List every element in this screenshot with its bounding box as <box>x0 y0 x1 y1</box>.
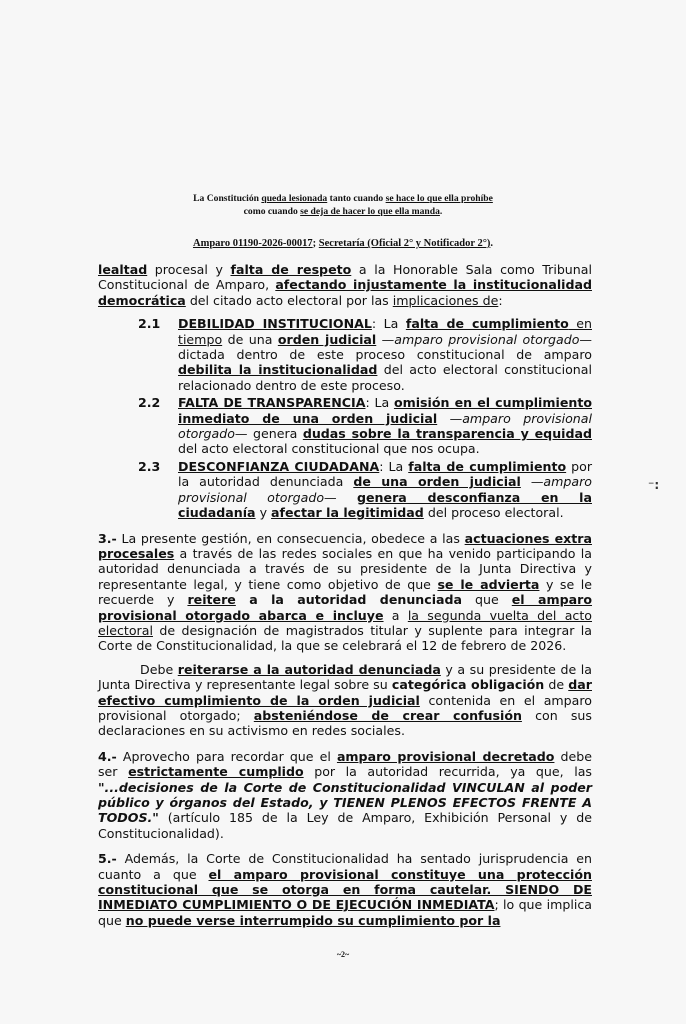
section-3-continuation: Debe reiterarse a la autoridad denunciada y a su presidente de la Junta Directiva y representante legal sobre su categórica obligación de dar efectivo cumplimiento de la orden judicial contenida en el amparo provisional otorgado; absteniéndose de crear confusión con sus declaraciones en su activismo en redes sociales. <box>98 661 592 739</box>
motto-line-1: La Constitución queda lesionada tanto cuando se hace lo que ella prohíbe <box>193 193 493 204</box>
motto-line-2: como cuando se deja de hacer lo que ella manda. <box>243 206 443 217</box>
intro-paragraph: lealtad procesal y falta de respeto a la Honorable Sala como Tribunal Constitucional de Amparo, afectando injustamente la institucionalidad democrática del citado acto electoral por las implicaciones de: <box>98 262 592 308</box>
case-reference: Amparo 01190-2026-00017; Secretaría (Oficial 2° y Notificador 2°). <box>192 238 494 249</box>
page-number: ~2~ <box>336 950 350 959</box>
section-4: 4.- Aprovecho para recordar que el amparo provisional decretado debe ser estrictamente cumplido por la autoridad recurrida, ya que, las "...decisiones de la Corte de Constitucionalidad VINCULAN al poder público y órganos del Estado, y TIENEN PLENOS EFECTOS FRENTE A TODOS." (artículo 185 de la Ley de Amparo, Exhibición Personal y de Constitucionalidad). <box>98 748 593 841</box>
list-item: 2.2 FALTA DE TRANSPARENCIA: La omisión en el cumplimiento inmediato de una orden judicial —amparo provisional otorgado— genera dudas sobre la transparencia y equidad del acto electoral constitucional que nos ocupa. <box>138 395 592 457</box>
section-3: 3.- La presente gestión, en consecuencia, obedece a las actuaciones extra procesales a través de las redes sociales en que ha venido participando la autoridad denunciada a través de su presidente de la Junta Directiva y representante legal, y tiene como objetivo de que se le advierta y se le recuerde y reitere a la autoridad denunciada que el amparo provisional otorgado abarca e incluye a la segunda vuelta del acto electoral de designación de magistrados titular y suplente para integrar la Corte de Constitucionalidad, la que se celebrará el 12 de febrero de 2026. <box>98 530 592 654</box>
constitution-motto <box>100 192 586 218</box>
list-item: 2.3 DESCONFIANZA CIUDADANA: La falta de cumplimiento por la autoridad denunciada de una orden judicial —amparo provisional otorgado— genera desconfianza en la ciudadanía y afectar la legitimidad del proceso electoral. <box>138 458 592 521</box>
implications-list <box>138 316 592 520</box>
list-item: 2.1 DEBILIDAD INSTITUCIONAL: La falta de cumplimiento en tiempo de una orden judicial —amparo provisional otorgado— dictada dentro de este proceso constitucional de amparo debilita la institucionalidad del acto electoral constitucional relacionado dentro de este proceso. <box>138 316 593 393</box>
margin-mark: ⁻: <box>648 478 660 492</box>
section-5: 5.- Además, la Corte de Constitucionalidad ha sentado jurisprudencia en cuanto a que el amparo provisional constituye una protección constitucional que se otorga en forma cautelar. SIENDO DE INMEDIATO CUMPLIMIENTO O DE EJECUCIÓN INMEDIATA; lo que implica que no puede verse interrumpido su cumplimiento por la <box>98 851 592 928</box>
document-body <box>98 262 592 928</box>
